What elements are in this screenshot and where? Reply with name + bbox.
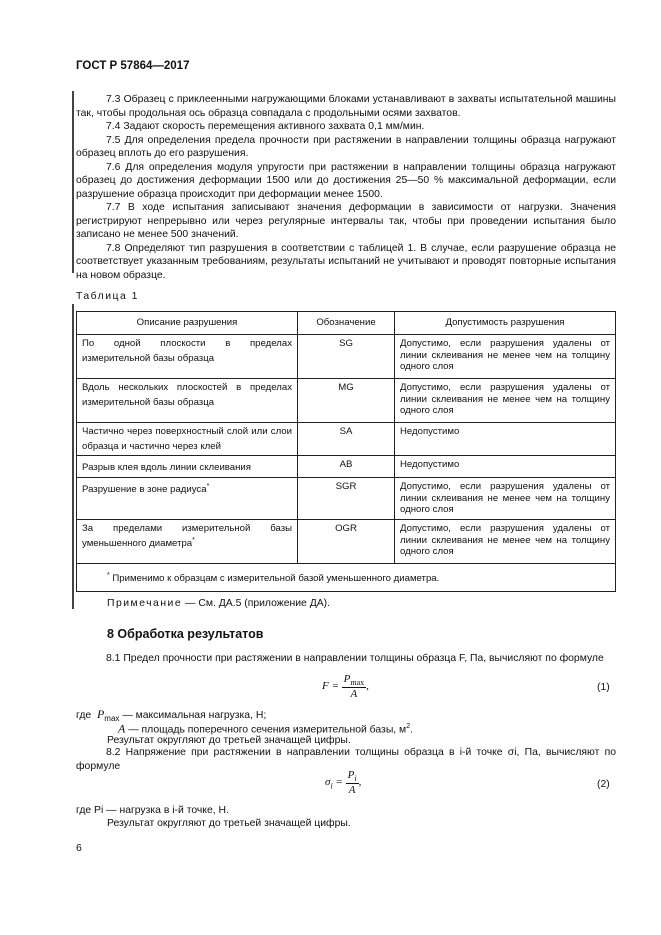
row-code: OGR [298,520,395,564]
paragraph-7-6: 7.6 Для определения модуля упругости при растяжении в направлении толщины образца нагружают образец до достижения деформации 1500 или до достижения 25—50 % максимальной деформации, если разрушение образца происходит при деформации менее 1500. [76,161,616,200]
paragraph-8-1: 8.1 Предел прочности при растяжении в направлении толщины образца F, Па, вычисляют по формуле [106,653,604,664]
row-acceptability: Допустимо, если разрушения удалены от линии склеивания не менее чем на толщину одного слоя [395,520,616,564]
equation-number-2: (2) [597,779,610,790]
row-description: Частично через поверхностный слой или слои образца и частично через клей [77,423,298,456]
document-header: ГОСТ Р 57864—2017 [76,60,190,72]
row-acceptability: Допустимо, если разрушения удалены от линии склеивания не менее чем на толщину одного слоя [395,335,616,379]
paragraph-7-3: 7.3 Образец с приклеенными нагружающими блоками устанавливают в захваты испытательной машины так, чтобы продольная ось образца совпадала с продольными осями захватов. [76,94,616,119]
rounding-note-1: Результат округляют до третьей значащей цифры. [107,735,351,746]
failure-modes-table [76,311,616,592]
where-block-2: где Pi — нагрузка в i-й точке, Н. [76,805,229,816]
row-acceptability: Недопустимо [395,423,616,456]
change-bar-top [72,91,74,273]
header-acceptability: Допустимость разрушения [395,312,616,335]
rounding-note-2: Результат округляют до третьей значащей цифры. [107,818,351,829]
row-code: SG [298,335,395,379]
row-acceptability: Допустимо, если разрушения удалены от линии склеивания не менее чем на толщину одного слоя [395,379,616,423]
row-description: По одной плоскости в пределах измерительной базы образца [77,335,298,379]
paragraph-7-7: 7.7 В ходе испытания записывают значения деформации в зависимости от нагрузки. Значения регистрируют непрерывно или через регулярные интервалы так, чтобы при проведении испытания было записано не менее 500 значений. [76,202,616,240]
note-label: Примечание [107,598,183,609]
table-row [77,478,616,520]
row-description: За пределами измерительной базы уменьшенного диаметра* [77,520,298,564]
table-footnote-row [77,564,616,592]
note-text: — См. ДА.5 (приложение ДА). [185,598,331,609]
table-caption: Таблица 1 [76,291,139,302]
row-acceptability: Недопустимо [395,456,616,478]
row-description: Вдоль нескольких плоскостей в пределах измерительной базы образца [77,379,298,423]
table-row [77,379,616,423]
table-footnote: * Применимо к образцам с измерительной базой уменьшенного диаметра. [77,564,616,592]
paragraph-7-4: 7.4 Задают скорость перемещения активного захвата 0,1 мм/мин. [106,121,425,132]
paragraph-7-5: 7.5 Для определения предела прочности при растяжении в направлении толщины образца нагружают образец вплоть до его разрушения. [76,134,616,159]
row-code: AB [298,456,395,478]
header-code: Обозначение [298,312,395,335]
formula-1: F = $\frac{P_{max}}{A}$ , [322,673,369,701]
formula-2: $\sigma_i$ = $\frac{P_i}{A}$ , [325,769,362,797]
formula-2-fraction: $\frac{P_i}{A}$ [347,769,357,797]
row-acceptability: Допустимо, если разрушения удалены от линии склеивания не менее чем на толщину одного слоя [395,478,616,520]
paragraph-7-8: 7.8 Определяют тип разрушения в соответствии с таблицей 1. В случае, если разрушение образца не соответствует указанным требованиям, результаты испытаний не учитывают и проводят повторные испытания на новом образце. [76,242,616,281]
table-header-row [77,312,616,335]
header-description: Описание разрушения [77,312,298,335]
paragraph-8-2: 8.2 Напряжение при растяжении в направлении толщины образца в i-й точке σi, Па, вычисляют по формуле [76,747,616,772]
section-7-paragraphs [76,93,616,282]
row-code: SA [298,423,395,456]
change-bar-bottom [72,304,74,609]
row-description: Разрушение в зоне радиуса* [77,478,298,520]
section-8-title: 8 Обработка результатов [107,627,264,641]
where-block-1: где $P_{max}$ — максимальная нагрузка, Н; [76,707,267,724]
table-row [77,335,616,379]
page-number: 6 [76,843,82,854]
equation-number-1: (1) [597,682,610,693]
table-row [77,423,616,456]
formula-1-fraction: $\frac{P_{max}}{A}$ [343,673,365,701]
row-code: MG [298,379,395,423]
table-note [107,598,330,609]
table-row [77,520,616,564]
where-block-1b: A — площадь поперечного сечения измерительной базы, $м^2$. [118,721,413,736]
table-row [77,456,616,478]
row-code: SGR [298,478,395,520]
row-description: Разрыв клея вдоль линии склеивания [77,456,298,478]
